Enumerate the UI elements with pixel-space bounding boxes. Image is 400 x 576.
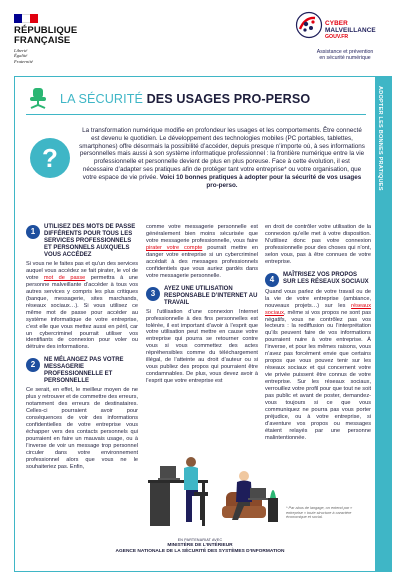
section-2-cont-a: comme votre messagerie personnelle est généralement bien moins sécurisée que votre messagerie professionnelle, vous faire bbox=[146, 224, 258, 244]
column-1 bbox=[26, 224, 138, 477]
section-1-text-b: permettra à une personne malveillante d’accéder à tous vos autres services y compris les plus critiques (banque, messagerie, sites marchands, réseaux sociaux…). Si vous utilisez ce même mot de passe pour accéder au système informatique de votre entreprise, c’est elle que vous mettez aussi en péril, car un cybercriminel pourrait utiliser vos identifiants de connexion pour voler ou détruire des informations. bbox=[26, 274, 138, 351]
side-label: ADOPTER LES BONNES PRATIQUES bbox=[377, 86, 383, 191]
section-1-text-a: Si vous ne le faites pas et qu’un des services auquel vous accédez se fait pirater, le vol de votre bbox=[26, 261, 138, 281]
section-4-header bbox=[265, 272, 371, 287]
desk-drawer bbox=[150, 482, 170, 526]
laptop-screen-right bbox=[250, 488, 266, 498]
intro-paragraph bbox=[78, 127, 366, 189]
title-part-1: LA SÉCURITÉ bbox=[60, 92, 147, 106]
title-part-2: DES USAGES PRO-PERSO bbox=[146, 92, 311, 106]
section-2-title: NE MÉLANGEZ PAS VOTRE MESSAGERIE PROFESSIONNELLE ET PERSONNELLE bbox=[44, 357, 124, 385]
laptop-base-right bbox=[248, 498, 268, 500]
section-4-text-a: Quand vous parlez de votre travail ou de la vie de votre entreprise (ambiance, nouveaux projets…) sur les bbox=[265, 288, 371, 309]
page-title bbox=[60, 92, 310, 106]
side-table bbox=[268, 498, 278, 522]
section-4-text-b: , même si vos propos ne sont pas négatifs, vous ne contrôlez pas vos lecteurs : la rediffusion ou l’interprétation qu’ils peuvent faire de vos informations pourraient nuire à votre entreprise. À l’inverse, et pour les mêmes raisons, vous n’avez pas forcément envie que certains propos que vous pouvez tenir sur les réseaux sociaux et qui concernent votre vie privée puissent être connus de votre entreprise. Sur les réseaux sociaux, verrouillez votre profil pour que tout ne soit pas public et avant de poster, demandez-vous toujours si ce que vous communiquez ne pourra pas vous porter préjudice, ou à votre entreprise, si d’aventure vos propos ou messages étaient relayés par une personne malintentionnée. bbox=[265, 309, 371, 441]
mot-de-passe-link[interactable]: mot de passe bbox=[43, 274, 86, 281]
column-3 bbox=[265, 224, 371, 448]
intro-text: La transformation numérique modifie en profondeur les usages et les comportements. Être connecté est devenu le quotidien. Le développement des technologies mobiles (PC portables, tablettes, smartphones) offre désormais la possibilité d’accéder, depuis presque n’importe où, à ses informations personnelles mais aussi à son système informatique professionnel : la frontière numérique entre la vie professionnelle et personnelle devient de plus en plus poreuse. Face à cette évolution, il est nécessaire d’adapter ses pratiques afin de protéger tant votre entreprise* ou votre organisation, que votre espace de vie privée. bbox=[79, 127, 365, 181]
footer-anssi: AGENCE NATIONALE DE LA SÉCURITÉ DES SYSTÈMES D’INFORMATION bbox=[115, 549, 285, 554]
worker-left-head bbox=[186, 457, 196, 467]
brand-line-2: MALVEILLANCE bbox=[325, 27, 376, 34]
footer bbox=[100, 538, 300, 555]
section-3-body: Si l’utilisation d’une connexion Internet professionnelle à des fins personnelles est tolérée, il est important d’avoir à l’esprit que votre utilisation peut mettre en cause votre entreprise qui pourra se retourner contre vous si vous commettez des actes répréhensibles comme du téléchargement illégal, de l’atteinte au droit d’auteur ou si vous publiez des propos qui pourraient être condamnables. De plus, vous devez avoir à l’esprit que votre entreprise est bbox=[146, 308, 258, 385]
brand-name bbox=[325, 20, 376, 34]
column-2 bbox=[146, 224, 258, 391]
motto-fraternite: Fraternité bbox=[14, 58, 33, 64]
desk-leg bbox=[202, 483, 205, 526]
republic-line-2: FRANÇAISE bbox=[14, 35, 71, 46]
section-2-header bbox=[26, 357, 138, 385]
section-2-number: 2 bbox=[26, 358, 40, 372]
section-1-title: UTILISEZ DES MOTS DE PASSE DIFFÉRENTS POUR TOUS LES SERVICES PROFESSIONNELS ET PERSONNELS AUXQUELS VOUS ACCÉDEZ bbox=[44, 224, 136, 258]
french-flag-icon bbox=[14, 14, 38, 23]
section-3-continued: en droit de contrôler votre utilisation de la connexion qu’elle met à votre disposition. N’utilisez donc pas votre connexion professionnelle pour des choses qui n’ont, selon vous, pas à être connues de votre entreprise. bbox=[265, 224, 371, 265]
section-2-cont-b: pourrait mettre en danger votre entreprise si un cybercriminel accédait à des messages professionnels confidentiels que vous auriez gardés dans votre messagerie personnelle. bbox=[146, 244, 258, 279]
plant-icon bbox=[270, 490, 276, 498]
section-2-continued bbox=[146, 224, 258, 280]
footnote: * Par abus de langage, on entend par « entreprise » toute structure à caractère économique et social. bbox=[286, 506, 353, 520]
section-3-number: 3 bbox=[146, 287, 160, 301]
section-3-header bbox=[146, 286, 258, 307]
footer-partnership: EN PARTENARIAT AVEC bbox=[177, 538, 223, 542]
brand-tagline-2: en sécurité numérique bbox=[319, 55, 371, 62]
intro-bold: Voici 10 bonnes pratiques à adopter pour la sécurité de vos usages pro-perso. bbox=[159, 173, 362, 189]
section-4-number: 4 bbox=[265, 273, 279, 287]
workers-illustration bbox=[146, 452, 282, 532]
cybermalveillance-logo-icon bbox=[295, 11, 323, 39]
chair-post-left bbox=[200, 496, 202, 520]
desk-top bbox=[148, 480, 208, 483]
republique-francaise-block bbox=[14, 26, 77, 46]
footer-ministry: MINISTÈRE DE L’INTÉRIEUR bbox=[167, 543, 233, 548]
section-2-body: Ce serait, en effet, le meilleur moyen de ne plus y retrouver et de commettre des erreurs, notamment des erreurs de destinataires. Celles-ci pourraient avoir pour conséquences de voir des informations confidentielles de votre entreprise vous échapper vers des contacts personnels qui pourraient en faire un mauvais usage, ou à l’inverse de voir un message trop personnel circuler dans votre environnement professionnel alors que vous ne le souhaiteriez pas. Enfin, bbox=[26, 387, 138, 470]
question-mark-icon: ? bbox=[30, 138, 70, 178]
chair-seat-left bbox=[194, 492, 208, 496]
motto-egalite: Égalité bbox=[14, 53, 28, 59]
side-strip bbox=[375, 76, 392, 572]
brand-tagline-1: Assistance et prévention bbox=[316, 49, 374, 55]
republic-line-1: RÉPUBLIQUE bbox=[14, 25, 78, 36]
worker-left-body bbox=[184, 467, 198, 491]
worker-right-head bbox=[239, 471, 249, 481]
office-chair-icon bbox=[26, 86, 50, 110]
laptop-screen-left bbox=[160, 466, 176, 478]
pirater-compte-link[interactable]: pirater votre compte bbox=[146, 244, 203, 251]
section-4-title: MAÎTRISEZ VOS PROPOS SUR LES RÉSEAUX SOCIAUX bbox=[283, 271, 369, 285]
brand-tagline bbox=[300, 49, 390, 62]
section-1-header bbox=[26, 224, 138, 259]
section-1-number: 1 bbox=[26, 225, 40, 239]
brand-domain: GOUV.FR bbox=[325, 34, 349, 40]
motto-liberte: Liberté bbox=[14, 48, 28, 53]
armchair-base bbox=[222, 506, 266, 518]
reseaux-sociaux-link[interactable]: réseaux sociaux bbox=[265, 302, 371, 316]
section-4-body bbox=[265, 289, 371, 442]
section-1-body bbox=[26, 261, 138, 351]
brand-line-1: CYBER bbox=[325, 20, 348, 27]
title-divider bbox=[26, 114, 366, 115]
republic-motto bbox=[14, 48, 33, 64]
section-3-title: AYEZ UNE UTILISATION RESPONSABLE D’INTERNET AU TRAVAIL bbox=[164, 285, 258, 306]
laptop-base-left bbox=[158, 478, 180, 480]
